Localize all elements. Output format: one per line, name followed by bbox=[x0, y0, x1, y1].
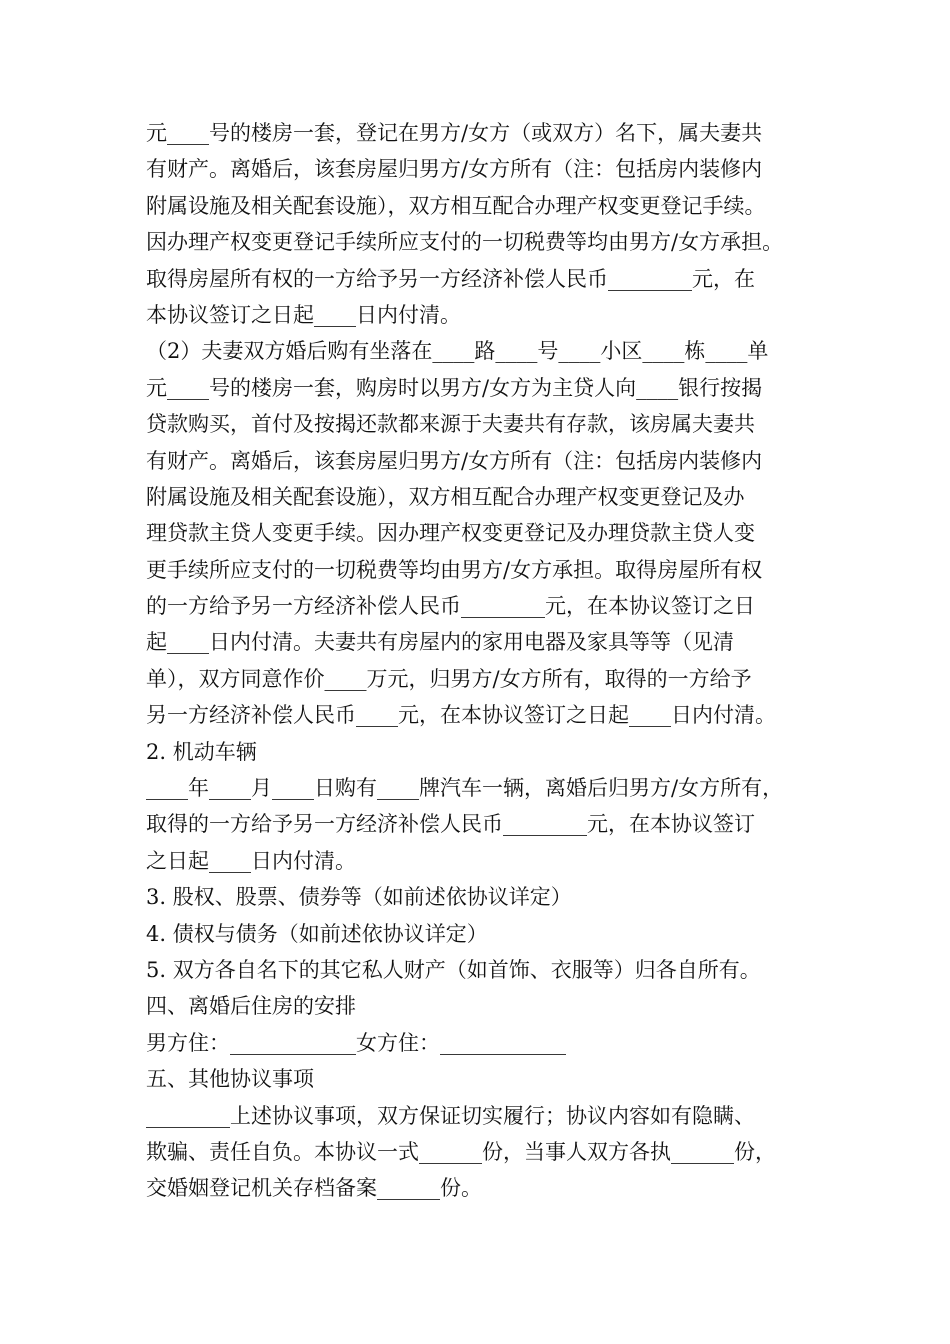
text-line: 因办理产权变更登记手续所应支付的一切税费等均由男方/女方承担。 bbox=[146, 230, 784, 255]
document-body bbox=[146, 115, 816, 1207]
list-item: 4. 债权与债务（如前述依协议详定） bbox=[146, 921, 488, 946]
text-line: 男方住：____________女方住：____________ bbox=[146, 1030, 566, 1055]
text-line: 起____日内付清。夫妻共有房屋内的家用电器及家具等等（见清 bbox=[146, 630, 734, 655]
text-line: ________上述协议事项，双方保证切实履行；协议内容如有隐瞒、 bbox=[146, 1103, 755, 1128]
text-line: 贷款购买，首付及按揭还款都来源于夫妻共有存款，该房属夫妻共 bbox=[146, 412, 755, 437]
section-heading: 2. 机动车辆 bbox=[146, 739, 257, 764]
list-item: 5. 双方各自名下的其它私人财产（如首饰、衣服等）归各自所有。 bbox=[146, 957, 761, 982]
list-item: 3. 股权、股票、债券等（如前述依协议详定） bbox=[146, 885, 572, 910]
text-line: 另一方经济补偿人民币____元，在本协议签订之日起____日内付清。 bbox=[146, 703, 776, 728]
text-line: ____年____月____日购有____牌汽车一辆，离婚后归男方/女方所有， bbox=[146, 776, 784, 801]
text-line: 的一方给予另一方经济补偿人民币________元，在本协议签订之日 bbox=[146, 594, 755, 619]
text-line: 更手续所应支付的一切税费等均由男方/女方承担。取得房屋所有权 bbox=[146, 557, 763, 582]
text-line: 欺骗、责任自负。本协议一式______份，当事人双方各执______份， bbox=[146, 1139, 776, 1164]
text-line: 有财产。离婚后，该套房屋归男方/女方所有（注：包括房内装修内 bbox=[146, 448, 763, 473]
text-line: 取得房屋所有权的一方给予另一方经济补偿人民币________元，在 bbox=[146, 266, 755, 291]
text-line: 附属设施及相关配套设施），双方相互配合办理产权变更登记手续。 bbox=[146, 193, 766, 218]
text-line: 本协议签订之日起____日内付清。 bbox=[146, 302, 461, 327]
text-line: 附属设施及相关配套设施），双方相互配合办理产权变更登记及办 bbox=[146, 484, 745, 509]
text-line: 元____号的楼房一套，购房时以男方/女方为主贷人向____银行按揭 bbox=[146, 375, 763, 400]
text-line: （2）夫妻双方婚后购有坐落在____路____号____小区____栋____单 bbox=[146, 339, 769, 364]
text-line: 单），双方同意作价____万元，归男方/女方所有，取得的一方给予 bbox=[146, 666, 752, 691]
text-line: 有财产。离婚后，该套房屋归男方/女方所有（注：包括房内装修内 bbox=[146, 157, 763, 182]
section-heading: 五、其他协议事项 bbox=[146, 1067, 314, 1092]
text-line: 之日起____日内付清。 bbox=[146, 848, 356, 873]
section-heading: 四、离婚后住房的安排 bbox=[146, 994, 356, 1019]
text-line: 取得的一方给予另一方经济补偿人民币________元，在本协议签订 bbox=[146, 812, 755, 837]
text-line: 元____号的楼房一套，登记在男方/女方（或双方）名下，属夫妻共 bbox=[146, 121, 763, 145]
text-line: 交婚姻登记机关存档备案______份。 bbox=[146, 1176, 482, 1201]
text-line: 理贷款主贷人变更手续。因办理产权变更登记及办理贷款主贷人变 bbox=[146, 521, 755, 546]
